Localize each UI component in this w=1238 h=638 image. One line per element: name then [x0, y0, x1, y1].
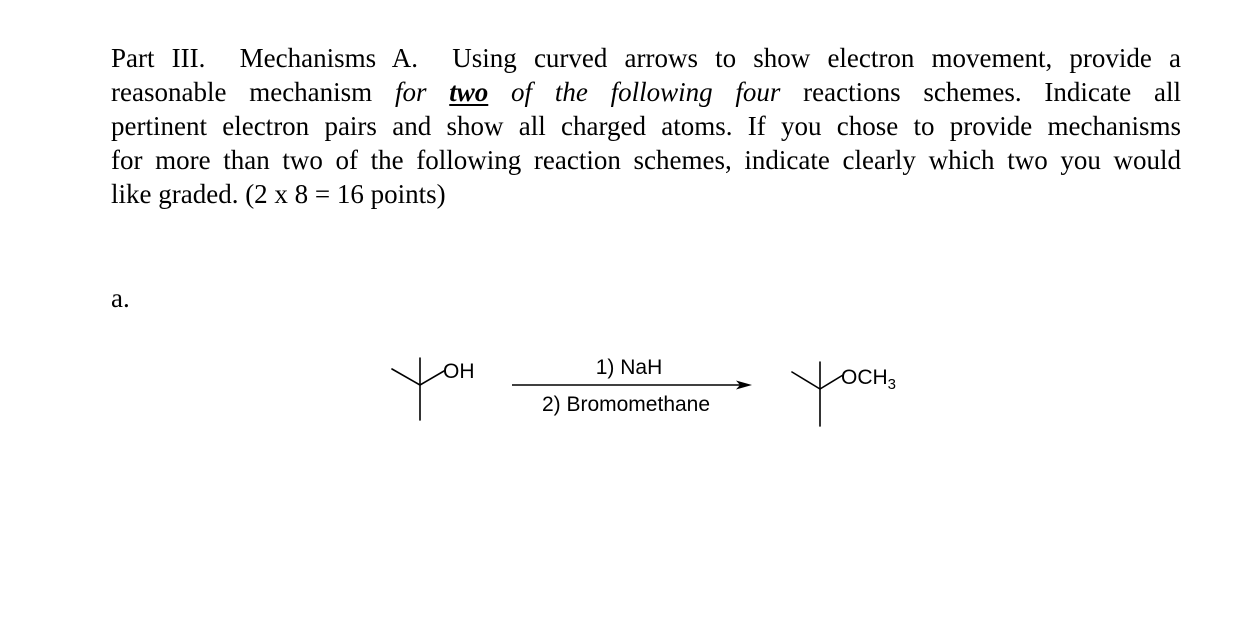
- emphasis-two: two: [449, 77, 489, 107]
- reagent-step-1: 1) NaH: [595, 356, 663, 379]
- product-methoxy-subscript: 3: [887, 376, 897, 393]
- question-line-5: like graded. (2 x 8 = 16 points): [111, 179, 446, 209]
- instruction-text-2a: reasonable mechanism: [111, 77, 373, 107]
- product-structure: [792, 362, 843, 426]
- question-line-3: pertinent electron pairs and show all charged atoms. If you chose to provide mechanisms: [111, 111, 1181, 141]
- product-methoxy: [841, 366, 896, 393]
- reactant-hydroxyl: OH: [443, 360, 475, 383]
- question-line-4: for more than two of the following reaction schemes, indicate clearly which two you would: [111, 145, 1181, 175]
- reactant-structure: [392, 358, 444, 420]
- reagent-step-2: 2) Bromomethane: [541, 393, 711, 416]
- scheme-label: a.: [111, 283, 130, 313]
- instruction-text-2b: for: [394, 77, 427, 107]
- reactant-bond-methyl-left: [392, 369, 420, 385]
- product-bond-carbon-oxygen: [820, 375, 843, 389]
- section-title: Mechanisms A.: [239, 43, 419, 73]
- part-number: Part III.: [111, 43, 206, 73]
- reactant-bond-carbon-oxygen: [420, 371, 444, 385]
- product-methoxy-main: OCH: [841, 366, 888, 389]
- product-bond-methyl-left: [792, 372, 820, 389]
- instruction-text-1: Using curved arrows to show electron movement, provide a: [452, 43, 1181, 73]
- reaction-arrow: [512, 381, 752, 390]
- instruction-text-2d: of the following four: [511, 77, 781, 107]
- instruction-text-2e: reactions schemes. Indicate all: [803, 77, 1182, 107]
